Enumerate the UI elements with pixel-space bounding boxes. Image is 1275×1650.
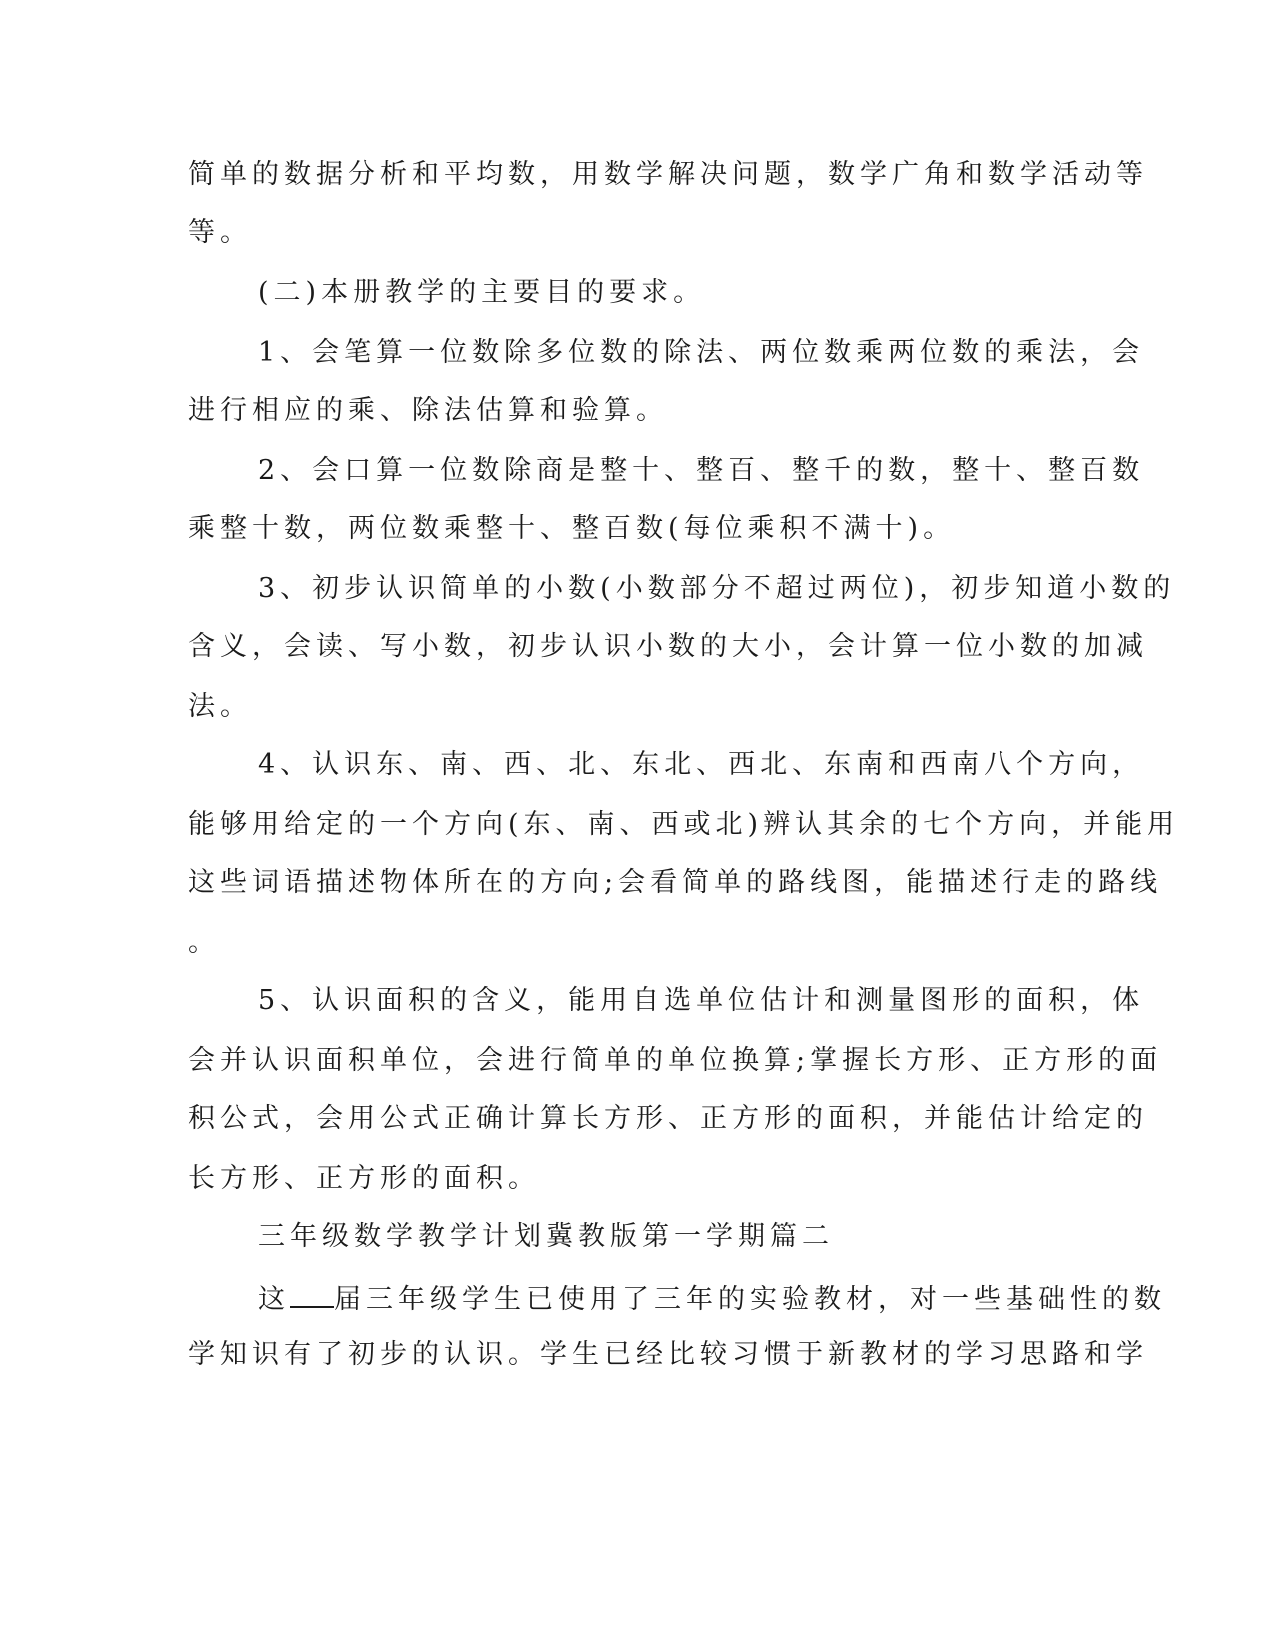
text-line: 3、初步认识简单的小数(小数部分不超过两位)，初步知道小数的 bbox=[258, 573, 1176, 604]
text-line: 含义，会读、写小数，初步认识小数的大小，会计算一位小数的加减 bbox=[188, 631, 1148, 662]
text-line: 长方形、正方形的面积。 bbox=[188, 1163, 540, 1194]
text-line: 2、会口算一位数除商是整十、整百、整千的数，整十、整百数 bbox=[258, 455, 1145, 486]
text-line: 会并认识面积单位，会进行简单的单位换算;掌握长方形、正方形的面 bbox=[188, 1045, 1163, 1076]
text-line: 5、认识面积的含义，能用自选单位估计和测量图形的面积，体 bbox=[258, 985, 1145, 1016]
article-subtitle: 三年级数学教学计划冀教版第一学期篇二 bbox=[258, 1221, 834, 1252]
text-line: 乘整十数，两位数乘整十、整百数(每位乘积不满十)。 bbox=[188, 513, 956, 544]
fill-in-blank bbox=[290, 1280, 334, 1308]
text-line: 。 bbox=[188, 927, 220, 958]
text-line: 1、会笔算一位数除多位数的除法、两位数乘两位数的乘法，会 bbox=[258, 337, 1145, 368]
text-line: 这些词语描述物体所在的方向;会看简单的路线图，能描述行走的路线 bbox=[188, 867, 1163, 898]
section-heading: (二)本册教学的主要目的要求。 bbox=[258, 277, 706, 308]
text-line: 简单的数据分析和平均数，用数学解决问题，数学广角和数学活动等 bbox=[188, 159, 1148, 190]
text-rest: 届三年级学生已使用了三年的实验教材，对一些基础性的数 bbox=[334, 1284, 1166, 1315]
text-line: 积公式，会用公式正确计算长方形、正方形的面积，并能估计给定的 bbox=[188, 1103, 1148, 1134]
text-line: 法。 bbox=[188, 691, 252, 722]
text-line: 进行相应的乘、除法估算和验算。 bbox=[188, 395, 668, 426]
text-line: 等。 bbox=[188, 217, 252, 248]
text-line: 学知识有了初步的认识。学生已经比较习惯于新教材的学习思路和学 bbox=[188, 1339, 1148, 1370]
text-line: 能够用给定的一个方向(东、南、西或北)辨认其余的七个方向，并能用 bbox=[188, 809, 1180, 840]
text-prefix: 这 bbox=[258, 1284, 290, 1315]
text-line: 4、认识东、南、西、北、东北、西北、东南和西南八个方向， bbox=[258, 749, 1145, 780]
text-line bbox=[258, 1280, 1166, 1314]
